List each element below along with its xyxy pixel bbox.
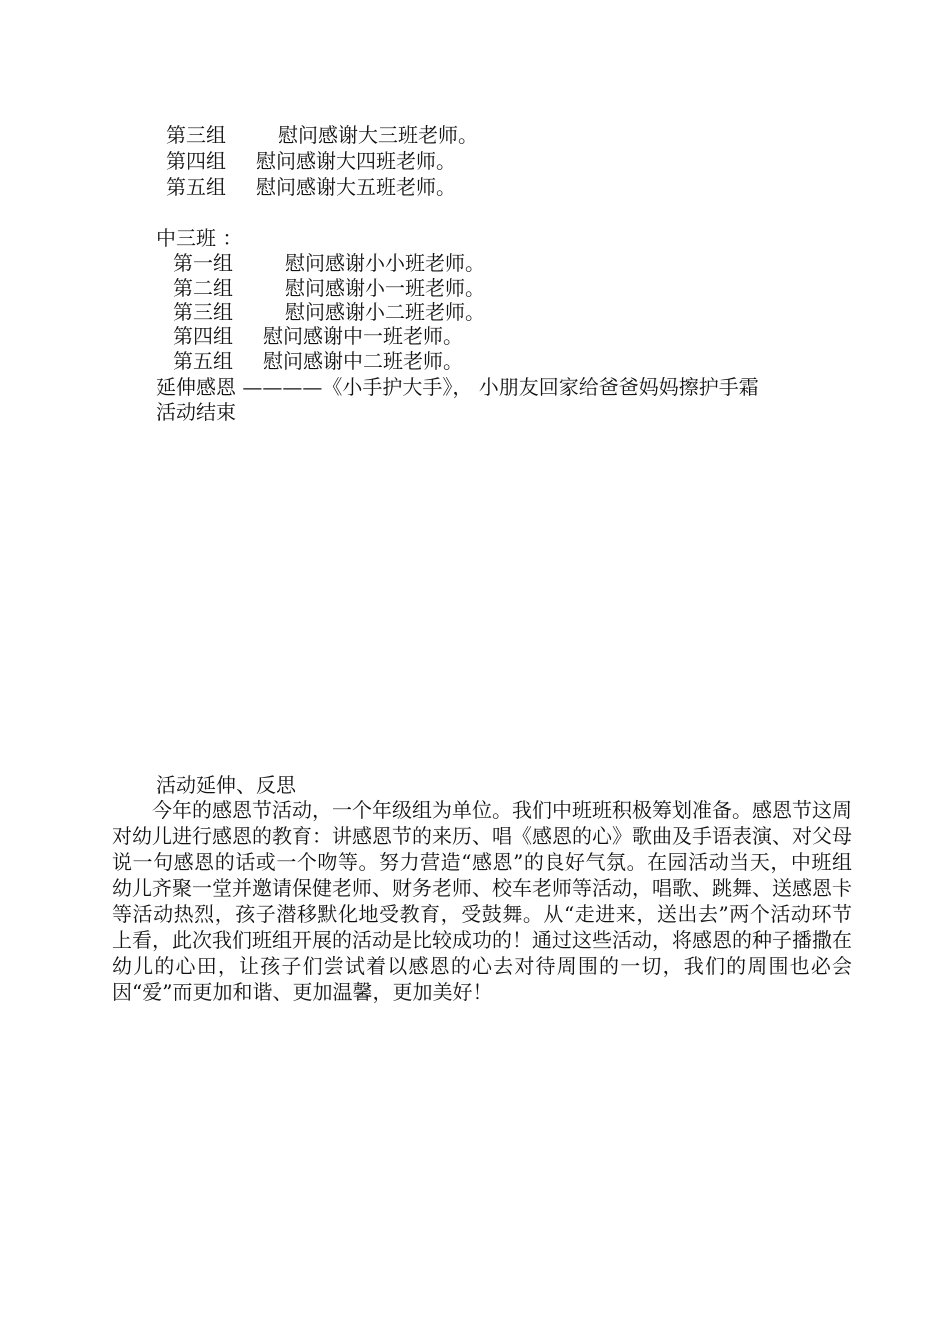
group-text: 慰问感谢大五班老师。 — [256, 175, 456, 199]
group-label: 第一组 — [173, 251, 233, 275]
group-line — [173, 251, 485, 275]
group-text: 慰问感谢中二班老师。 — [263, 349, 463, 373]
group-text: 慰问感谢大四班老师。 — [256, 149, 456, 173]
group-label: 第四组 — [166, 149, 226, 173]
group-text: 慰问感谢小二班老师。 — [285, 300, 485, 324]
group-line — [166, 123, 478, 147]
end-line: 活动结束 — [156, 400, 236, 424]
group-line — [173, 276, 485, 300]
group-text: 慰问感谢小一班老师。 — [285, 276, 485, 300]
group-line — [166, 149, 456, 173]
group-label: 第三组 — [166, 123, 226, 147]
group-line — [166, 175, 456, 199]
class-title: 中三班 ： — [156, 226, 243, 250]
group-label: 第四组 — [173, 324, 233, 348]
reflection-heading: 活动延伸、反思 — [156, 773, 296, 797]
group-text: 慰问感谢小小班老师。 — [285, 251, 485, 275]
group-label: 第二组 — [173, 276, 233, 300]
group-line — [173, 349, 463, 373]
group-text: 慰问感谢大三班老师。 — [278, 123, 478, 147]
reflection-paragraph: 今年的感恩节活动，一个年级组为单位。我们中班班积极筹划准备。感恩节这周对幼儿进行感恩的教育：讲感恩节的来历、唱《感恩的心》歌曲及手语表演、对父母说一句感恩的话或一个吻等。努力营造“感恩”的良好气氛。在园活动当天，中班组幼儿齐聚一堂并邀请保健老师、财务老师、校车老师等活动，唱歌、跳舞、送感恩卡等活动热烈，孩子潜移默化地受教育，受鼓舞。从“走进来，送出去”两个活动环节上看，此次我们班组开展的活动是比较成功的！通过这些活动，将感恩的种子播撒在幼儿的心田，让孩子们尝试着以感恩的心去对待周围的一切，我们的周围也必会因“爱”而更加和谐、更加温馨，更加美好！ — [112, 798, 852, 1004]
group-line — [173, 324, 463, 348]
extension-line: 延伸感恩 ————《小手护大手》， 小朋友回家给爸爸妈妈擦护手霜 — [156, 375, 759, 399]
group-label: 第五组 — [173, 349, 233, 373]
group-text: 慰问感谢中一班老师。 — [263, 324, 463, 348]
group-label: 第五组 — [166, 175, 226, 199]
group-label: 第三组 — [173, 300, 233, 324]
group-line — [173, 300, 485, 324]
